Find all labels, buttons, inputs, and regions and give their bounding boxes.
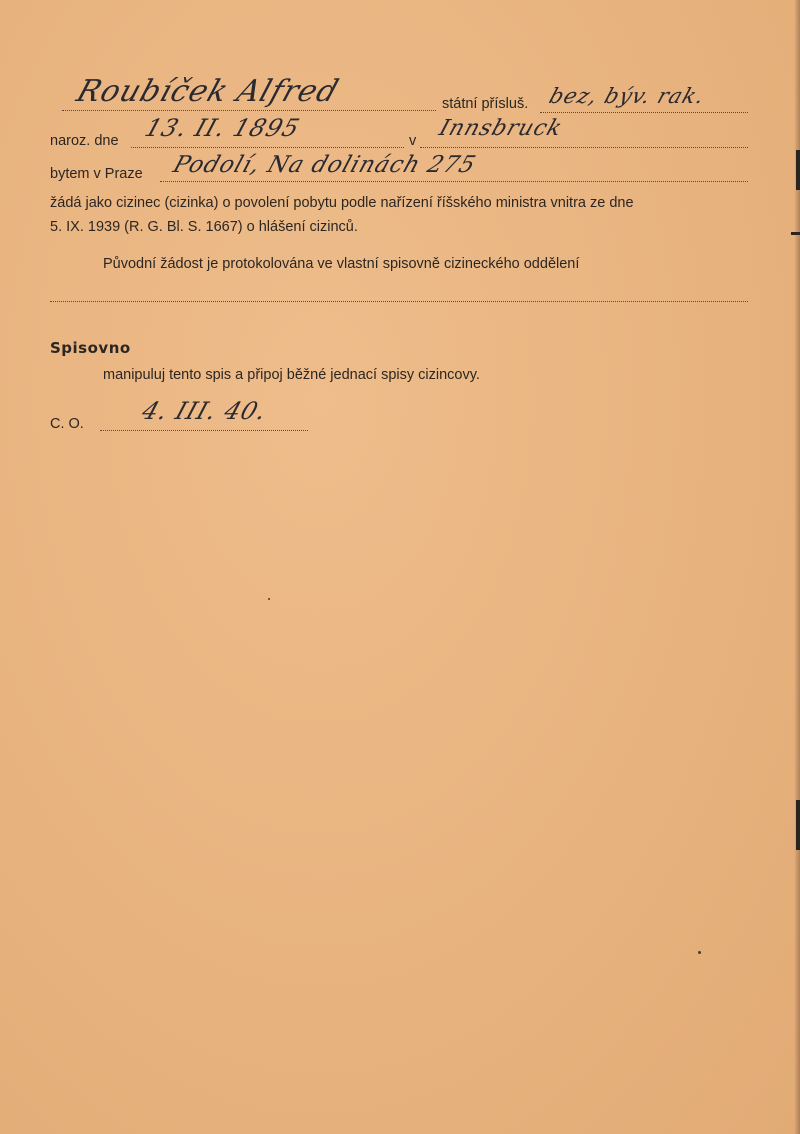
separator-dotted-line [50, 301, 748, 302]
edge-mark [796, 150, 800, 190]
co-dotted-line [100, 430, 308, 431]
residence-dotted-line [160, 181, 748, 182]
co-label: C. O. [50, 416, 84, 432]
residence-value: Podolí, Na dolinách 275 [169, 152, 480, 178]
born-date-dotted-line [131, 147, 404, 148]
nationality-value: bez, býv. rak. [546, 84, 709, 108]
nationality-label: státní přísluš. [442, 96, 529, 112]
co-value: 4. III. 40. [138, 397, 271, 425]
registry-heading: Spisovno [50, 339, 131, 357]
name-value: Roubíček Alfred [72, 74, 344, 109]
original-request-note: Původní žádost je protokolována ve vlastní spisovně cizineckého oddělení [103, 256, 580, 272]
paper-speck [268, 598, 270, 600]
edge-mark [796, 800, 800, 850]
edge-mark [791, 232, 800, 235]
born-place-dotted-line [420, 147, 748, 148]
request-text-line2: 5. IX. 1939 (R. G. Bl. S. 1667) o hlášení cizinců. [50, 219, 358, 235]
name-dotted-line [62, 110, 436, 111]
born-place-value: Innsbruck [435, 116, 566, 141]
nationality-dotted-line [540, 112, 748, 113]
born-label: naroz. dne [50, 133, 119, 149]
born-place-label: v [409, 133, 417, 149]
paper-speck [698, 951, 701, 954]
request-text-line1: žádá jako cizinec (cizinka) o povolení pobytu podle nařízení říšského ministra vnitra ze dne [50, 195, 634, 211]
born-date-value: 13. II. 1895 [141, 114, 304, 142]
residence-label: bytem v Praze [50, 166, 143, 182]
registry-instruction: manipuluj tento spis a připoj běžné jednací spisy cizincovy. [103, 367, 480, 383]
